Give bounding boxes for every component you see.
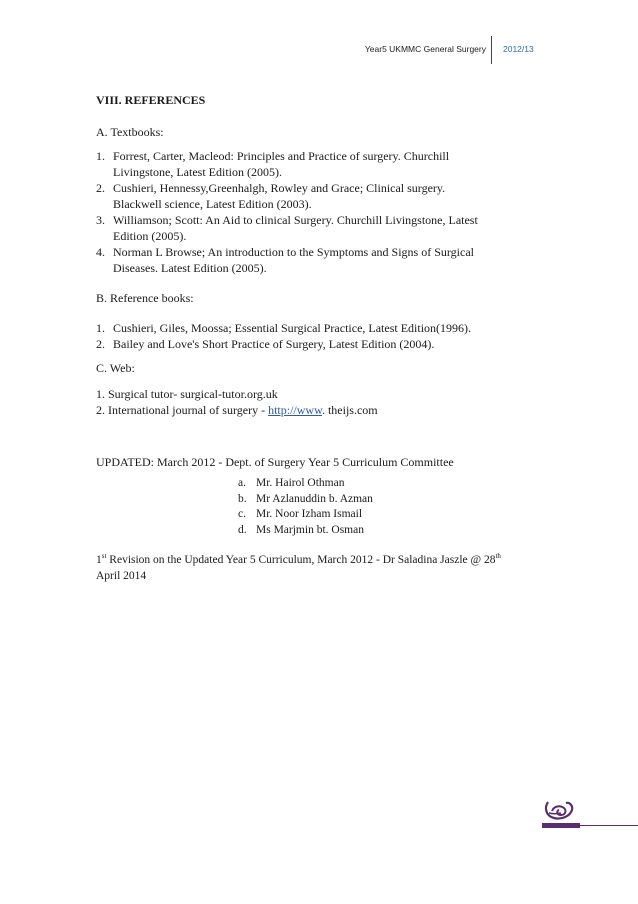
ukmmc-logo-icon [540,794,580,826]
list-item: 2. Bailey and Love's Short Practice of Surgery, Latest Edition (2004). [96,337,435,351]
header-title: Year5 UKMMC General Surgery [364,44,486,54]
list-item: 1. Forrest, Carter, Macleod: Principles and Practice of surgery. Churchill Livingstone, Latest Edition (2005). [96,149,450,179]
list-item: 1. Cushieri, Giles, Moossa; Essential Surgical Practice, Latest Edition(1996). [96,321,472,335]
web-label: C. Web: [96,361,135,375]
web-item: 1. Surgical tutor- surgical-tutor.org.uk [96,387,278,401]
revision-note: 1st Revision on the Updated Year 5 Curriculum, March 2012 - Dr Saladina Jaszle @ 28th [96,552,501,566]
revision-date: April 2014 [96,570,147,582]
list-item: 3. Williamson; Scott: An Aid to clinical Surgery. Churchill Livingstone, Latest Edition (2005). [96,213,478,243]
list-item: a. Mr. Hairol Othman [238,477,345,489]
journal-link[interactable]: http://www [268,403,322,417]
web-item: 2. International journal of surgery - http://www. theijs.com [96,403,378,417]
list-item: d. Ms Marjmin bt. Osman [238,523,364,536]
header-year: 2012/13 [503,44,534,54]
list-item: b. Mr Azlanuddin b. Azman [238,492,373,505]
footer-rule [580,825,638,826]
updated-line: UPDATED: March 2012 - Dept. of Surgery Year 5 Curriculum Committee [96,455,454,469]
reference-books-list [96,320,548,352]
list-item: 4. Norman L Browse; An introduction to the Symptoms and Signs of Surgical Diseases. Latest Edition (2005). [96,245,474,275]
textbooks-list [96,148,548,276]
document-body [96,92,548,584]
list-item: c. Mr. Noor Izham Ismail [238,508,363,520]
section-heading: VIII. REFERENCES [96,93,206,107]
list-item: 2. Cushieri, Hennessy,Greenhalgh, Rowley and Grace; Clinical surgery. Blackwell science, Latest Edition (2003). [96,181,446,211]
page-header [0,40,638,68]
footer-accent-bar [542,823,580,828]
reference-books-label: B. Reference books: [96,291,194,305]
header-divider [491,36,492,64]
committee-list [96,476,548,538]
textbooks-label: A. Textbooks: [96,125,164,139]
